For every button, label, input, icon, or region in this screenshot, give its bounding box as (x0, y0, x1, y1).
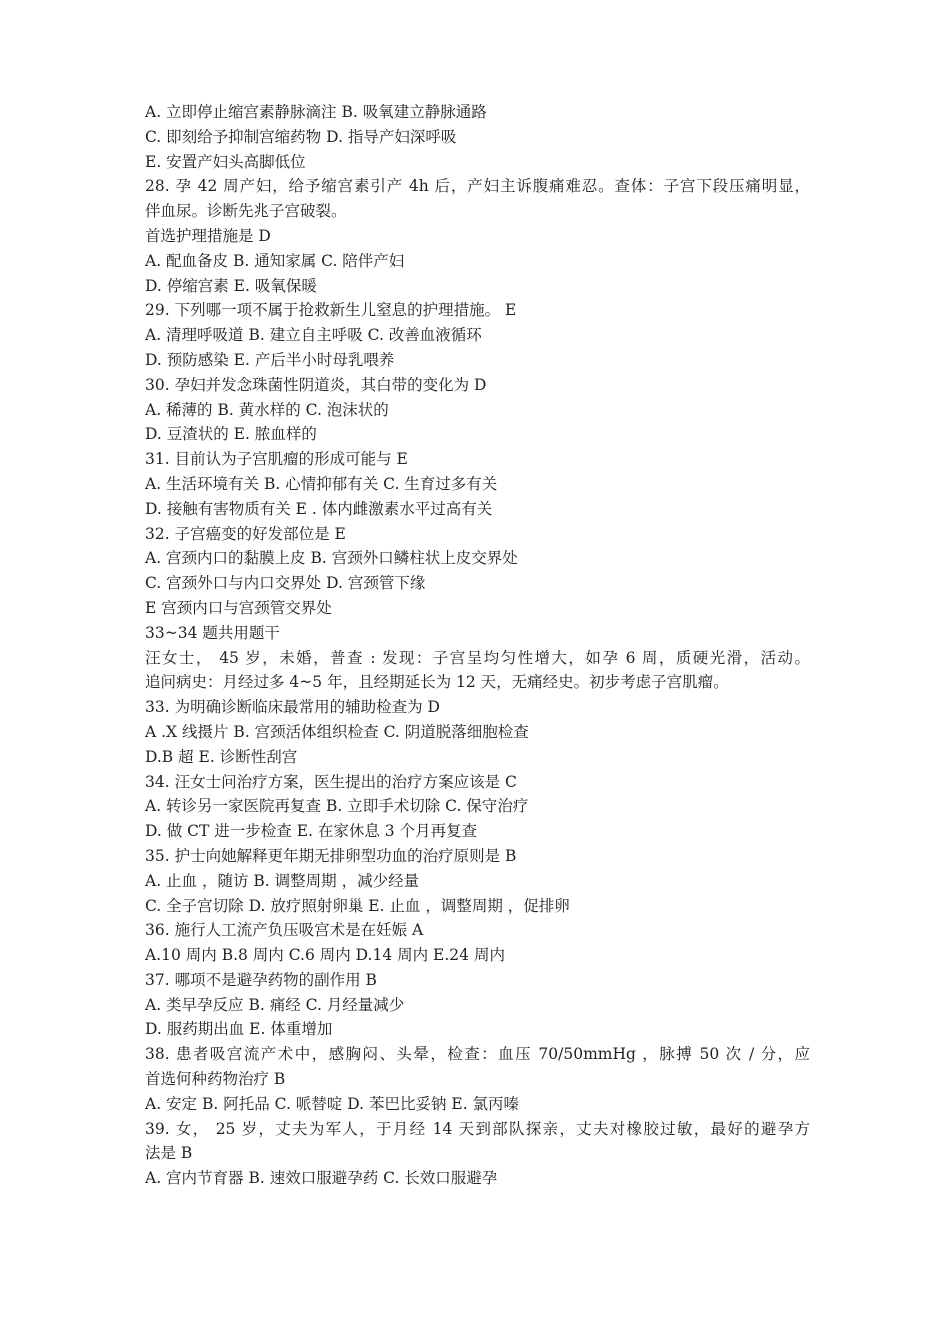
text-line: A.10 周内 B.8 周内 C.6 周内 D.14 周内 E.24 周内 (145, 946, 505, 965)
text-line: 33. 为明确诊断临床最常用的辅助检查为 D (145, 698, 440, 717)
text-line: D. 做 CT 进一步检查 E. 在家休息 3 个月再复查 (145, 822, 478, 841)
text-line: A. 类早孕反应 B. 痛经 C. 月经量减少 (145, 995, 405, 1014)
text-line: A. 转诊另一家医院再复查 B. 立即手术切除 C. 保守治疗 (145, 797, 529, 816)
text-line: 38. 患者吸宫流产术中，感胸闷、头晕，检查：血压 70/50mmHg ，脉搏 50 次 / 分，应 (145, 1045, 810, 1064)
text-line: A .X 线摄片 B. 宫颈活体组织检查 C. 阴道脱落细胞检查 (145, 722, 529, 741)
text-line: A. 宫颈内口的黏膜上皮 B. 宫颈外口鳞柱状上皮交界处 (145, 549, 518, 568)
text-line: 追问病史：月经过多 4~5 年，且经期延长为 12 天，无痛经史。初步考虑子宫肌瘤。 (145, 673, 729, 692)
page-content (145, 100, 810, 1191)
text-line: 32. 子宫癌变的好发部位是 E (145, 524, 346, 543)
text-line: E. 安置产妇头高脚低位 (145, 152, 306, 171)
text-line: A. 安定 B. 阿托品 C. 哌替啶 D. 苯巴比妥钠 E. 氯丙嗪 (145, 1094, 520, 1113)
text-line: D. 预防感染 E. 产后半小时母乳喂养 (145, 350, 395, 369)
text-line: 31. 目前认为子宫肌瘤的形成可能与 E (145, 450, 408, 469)
text-line: A. 生活环境有关 B. 心情抑郁有关 C. 生育过多有关 (145, 474, 498, 493)
text-line: D.B 超 E. 诊断性刮宫 (145, 747, 298, 766)
text-line: E 宫颈内口与宫颈管交界处 (145, 598, 332, 617)
text-line: 首选护理措施是 D (145, 226, 271, 245)
text-line: 28. 孕 42 周产妇，给予缩宫素引产 4h 后，产妇主诉腹痛难忍。查体：子宫下段压痛明显， (145, 177, 810, 196)
text-line: 首选何种药物治疗 B (145, 1070, 286, 1089)
text-line: 39. 女， 25 岁，丈夫为军人，于月经 14 天到部队探亲，丈夫对橡胶过敏，最好的避孕方 (145, 1119, 810, 1138)
text-line: 36. 施行人工流产负压吸宫术是在妊娠 A (145, 921, 424, 940)
text-line: 法是 B (145, 1144, 193, 1163)
text-line: D. 豆渣状的 E. 脓血样的 (145, 425, 317, 444)
text-line: 30. 孕妇并发念珠菌性阴道炎，其白带的变化为 D (145, 375, 487, 394)
text-line: A. 稀薄的 B. 黄水样的 C. 泡沫状的 (145, 400, 389, 419)
text-line: A. 宫内节育器 B. 速效口服避孕药 C. 长效口服避孕 (145, 1169, 498, 1188)
text-line: C. 宫颈外口与内口交界处 D. 宫颈管下缘 (145, 574, 426, 593)
text-line: 汪女士， 45 岁，未婚，普查 : 发现：子宫呈均匀性增大，如孕 6 周，质硬光滑，活动。 (145, 648, 810, 667)
text-line: C. 即刻给予抑制宫缩药物 D. 指导产妇深呼吸 (145, 127, 457, 146)
text-line: 33~34 题共用题干 (145, 623, 280, 642)
text-line: A. 清理呼吸道 B. 建立自主呼吸 C. 改善血液循环 (145, 326, 482, 345)
text-line: D. 服药期出血 E. 体重增加 (145, 1020, 333, 1039)
text-line: 35. 护士向她解释更年期无排卵型功血的治疗原则是 B (145, 846, 517, 865)
text-line: 伴血尿。诊断先兆子宫破裂。 (145, 202, 347, 221)
text-line: D. 停缩宫素 E. 吸氧保暖 (145, 276, 317, 295)
text-line: A. 配血备皮 B. 通知家属 C. 陪伴产妇 (145, 251, 405, 270)
text-line: C. 全子宫切除 D. 放疗照射卵巢 E. 止血 ，调整周期 ，促排卵 (145, 896, 570, 915)
text-line: A. 止血 ，随访 B. 调整周期 ，减少经量 (145, 871, 420, 890)
text-line: 29. 下列哪一项不属于抢救新生儿窒息的护理措施。 E (145, 301, 517, 320)
text-line: 37. 哪项不是避孕药物的副作用 B (145, 970, 377, 989)
text-line: 34. 汪女士问治疗方案，医生提出的治疗方案应该是 C (145, 772, 517, 791)
text-line: A. 立即停止缩宫素静脉滴注 B. 吸氧建立静脉通路 (145, 103, 487, 121)
text-line: D. 接触有害物质有关 E . 体内雌激素水平过高有关 (145, 499, 493, 518)
